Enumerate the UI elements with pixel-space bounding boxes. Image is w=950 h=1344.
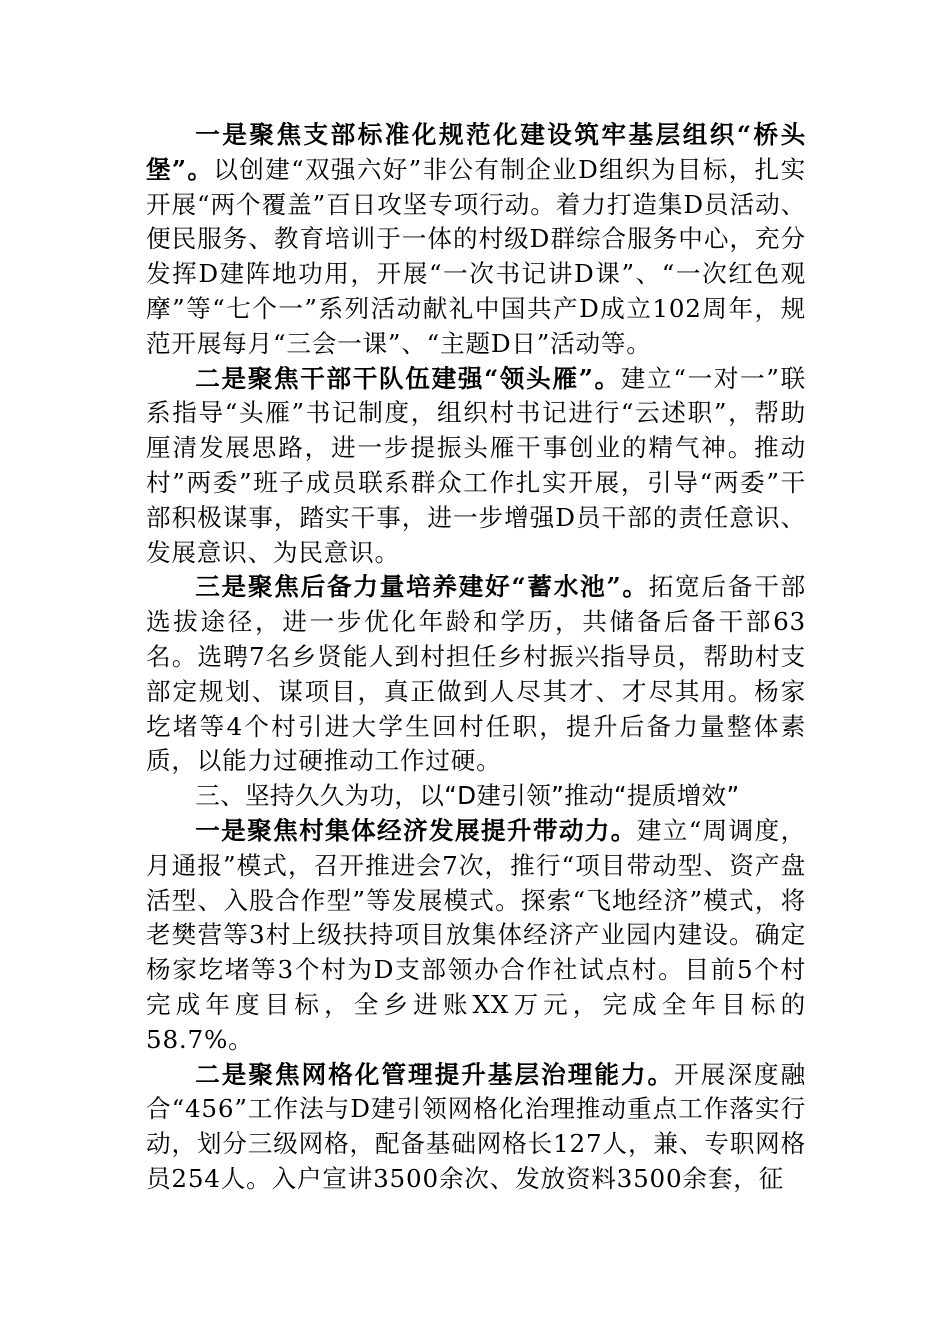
paragraph-grid-management <box>146 1058 806 1197</box>
paragraph-branch-standardization <box>146 118 806 362</box>
paragraph-lead: 二是聚焦网格化管理提升基层治理能力。 <box>195 1059 675 1089</box>
paragraph-collective-economy <box>146 814 806 1058</box>
paragraph-lead: 一是聚焦村集体经济发展提升带动力。 <box>195 815 637 845</box>
section-heading: 三、坚持久久为功，以“D建引领”推动“提质增效” <box>195 781 740 811</box>
paragraph-body: 以创建“双强六好”非公有制企业D组织为目标，扎实开展“两个覆盖”百日攻坚专项行动。着力打造集D员活动、便民服务、教育培训于一体的村级D群综合服务中心，充分发挥D建阵地功用，开展“一次书记讲D课”、“一次红色观摩”等“七个一”系列活动献礼中国共产D成立102周年，规范开展每月“三会一课”、“主题D日”活动等。 <box>146 154 806 358</box>
document-page <box>146 118 806 1197</box>
paragraph-lead: 一是聚焦支部标准化规范化建设筑牢基层组织“桥头堡”。 <box>146 120 806 184</box>
paragraph-reserve-force <box>146 570 806 779</box>
paragraph-cadre-team <box>146 362 806 571</box>
paragraph-lead: 三是聚焦后备力量培养建好“蓄水池”。 <box>195 572 649 602</box>
paragraph-body: 拓宽后备干部选拔途径，进一步优化年龄和学历，共储备后备干部63名。选聘7名乡贤能人到村担任乡村振兴指导员，帮助村支部定规划、谋项目，真正做到人尽其才、才尽其用。杨家圪堵等4个村引进大学生回村任职，提升后备力量整体素质，以能力过硬推动工作过硬。 <box>146 572 806 776</box>
paragraph-body: 建立“一对一”联系指导“头雁”书记制度，组织村书记进行“云述职”，帮助厘清发展思路，进一步提振头雁干事创业的精气神。推动村”两委”班子成员联系群众工作扎实开展，引导“两委”干部积极谋事，踏实干事，进一步增强D员干部的责任意识、发展意识、为民意识。 <box>146 363 806 567</box>
paragraph-body: 开展深度融合“456”工作法与D建引领网格化治理推动重点工作落实行动，划分三级网格，配备基础网格长127人，兼、专职网格员254人。入户宣讲3500余次、发放资料3500余套，征 <box>146 1059 806 1193</box>
paragraph-lead: 二是聚焦干部干队伍建强“领头雁”。 <box>195 363 621 393</box>
paragraph-body: 建立“周调度，月通报”模式，召开推进会7次，推行“项目带动型、资产盘活型、入股合作型”等发展模式。探索“飞地经济”模式，将老樊营等3村上级扶持项目放集体经济产业园内建设。确定杨家圪堵等3个村为D支部领办合作社试点村。目前5个村完成年度目标，全乡进账XX万元，完成全年目标的58.7%。 <box>146 815 806 1054</box>
